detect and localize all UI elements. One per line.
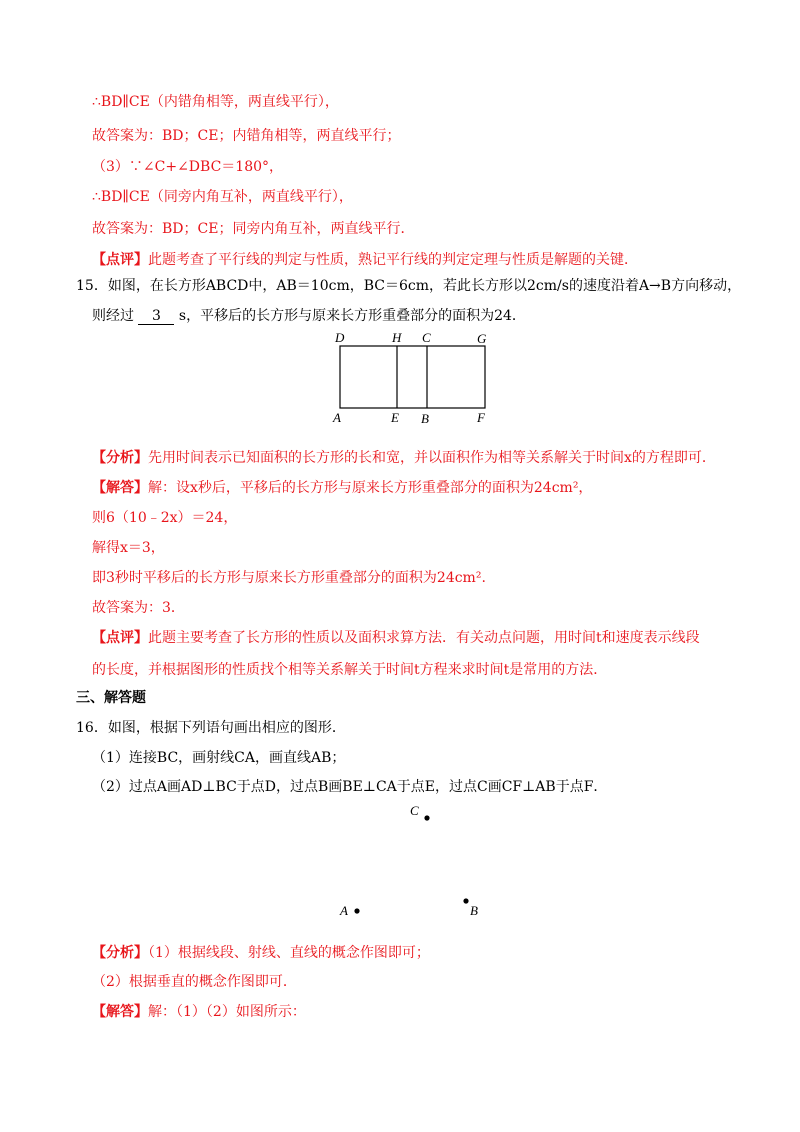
q15-stem-suffix: s，平移后的长方形与原来长方形重叠部分的面积为24． (178, 308, 526, 324)
q15-step: 即3秒时平移后的长方形与原来长方形重叠部分的面积为24cm². (92, 570, 486, 586)
label-H: H (392, 330, 402, 345)
q16-part2: （2）过点A画AD⊥BC于点D，过点B画BE⊥CA于点E，过点C画CF⊥AB于点F． (92, 779, 608, 795)
q15-solution (92, 478, 592, 498)
q16-analysis-line2: （2）根据垂直的概念作图即可． (92, 974, 297, 990)
q16-stem: 16．如图，根据下列语句画出相应的图形． (76, 720, 346, 736)
label-B: B (421, 411, 429, 426)
solution-tag: 【解答】 (92, 1004, 148, 1020)
solution-line: （3）∵∠C+∠DBC＝180°， (92, 159, 284, 175)
q15-step: 故答案为：3． (92, 600, 185, 616)
solution-line: ∴BD∥CE（同旁内角互补，两直线平行）， (92, 189, 353, 205)
solution-line: 故答案为：BD；CE；内错角相等，两直线平行； (92, 128, 401, 144)
label-C: C (422, 330, 431, 345)
rect-outline (340, 346, 485, 408)
point-label-C: C (410, 803, 419, 818)
point-B (463, 898, 468, 903)
label-F: F (477, 410, 485, 425)
point-A (354, 908, 359, 913)
comment-tag: 【点评】 (92, 630, 148, 646)
analysis-text: （1）根据线段、射线、直线的概念作图即可； (148, 945, 430, 961)
comment-text: 此题考查了平行线的判定与性质，熟记平行线的判定定理与性质是解题的关键． (148, 252, 638, 268)
q16-solution (92, 1002, 306, 1022)
q15-comment-line1 (92, 628, 700, 648)
q15-step: 则6（10﹣2x）＝24， (92, 510, 238, 526)
label-D: D (335, 330, 345, 345)
solution-line: 故答案为：BD；CE；同旁内角互补，两直线平行． (92, 221, 415, 237)
analysis-tag: 【分析】 (92, 945, 148, 961)
point-label-A: A (340, 903, 348, 918)
label-E: E (391, 410, 399, 425)
q15-step: 解得x＝3， (92, 540, 165, 556)
point-label-B: B (470, 903, 478, 918)
q15-rectangle-figure (325, 330, 495, 430)
q15-stem-prefix: 则经过 (92, 308, 134, 324)
q15-answer-blank: 3 (138, 308, 174, 325)
q15-stem-line1: 15．如图，在长方形ABCD中，AB＝10cm，BC＝6cm，若此长方形以2cm/s的速度沿着A→B方向移动， (76, 278, 742, 294)
label-G: G (477, 331, 487, 346)
solution-text: 解：（1）（2）如图所示： (148, 1004, 306, 1020)
solution-tag: 【解答】 (92, 480, 148, 496)
comment-text: 此题主要考查了长方形的性质以及面积求算方法．有关动点问题，用时间t和速度表示线段 (148, 630, 700, 646)
q16-analysis (92, 943, 430, 963)
analysis-text: 先用时间表示已知面积的长方形的长和宽，并以面积作为相等关系解关于时间x的方程即可． (148, 450, 716, 466)
q16-points-figure (330, 795, 490, 925)
q15-analysis (92, 448, 716, 468)
comment-line (92, 250, 638, 270)
point-C (424, 815, 429, 820)
section-heading: 三、解答题 (76, 690, 146, 706)
solution-text: 解：设x秒后，平移后的长方形与原来长方形重叠部分的面积为24cm²， (148, 480, 593, 496)
comment-tag: 【点评】 (92, 252, 148, 268)
q16-part1: （1）连接BC，画射线CA，画直线AB； (92, 750, 346, 766)
q15-comment-line2: 的长度，并根据图形的性质找个相等关系解关于时间t方程来求时间t是常用的方法． (92, 662, 608, 678)
solution-line: ∴BD∥CE（内错角相等，两直线平行）， (92, 94, 339, 110)
analysis-tag: 【分析】 (92, 450, 148, 466)
q15-stem-line2 (92, 306, 526, 326)
label-A: A (333, 410, 341, 425)
